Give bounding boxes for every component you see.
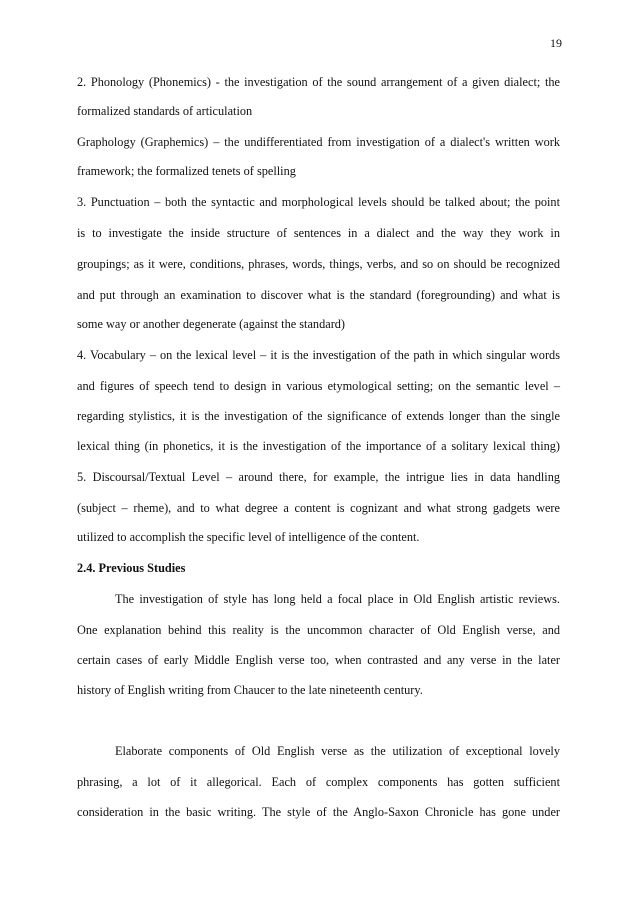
text-line: regarding stylistics, it is the investigation of the significance of extends longer than the single [77, 409, 560, 423]
paragraph-line: history of English writing from Chaucer to the late nineteenth century. [77, 683, 423, 697]
text-line: is to investigate the inside structure of sentences in a dialect and the way they work in [77, 226, 560, 240]
text-line: lexical thing (in phonetics, it is the investigation of the importance of a solitary lexical thing) [77, 439, 560, 453]
page-number: 19 [550, 36, 562, 50]
paragraph-line: consideration in the basic writing. The style of the Anglo-Saxon Chronicle has gone under [77, 805, 560, 819]
paragraph-line: certain cases of early Middle English verse too, when contrasted and any verse in the later [77, 653, 560, 667]
paragraph-line: One explanation behind this reality is the uncommon character of Old English verse, and [77, 623, 560, 637]
text-line: 4. Vocabulary – on the lexical level – it is the investigation of the path in which singular words [77, 348, 560, 362]
text-line: 3. Punctuation – both the syntactic and morphological levels should be talked about; the point [77, 195, 560, 209]
text-line: Graphology (Graphemics) – the undifferentiated from investigation of a dialect's written work [77, 135, 560, 149]
text-line: and put through an examination to discover what is the standard (foregrounding) and what is [77, 288, 560, 302]
text-line: 2. Phonology (Phonemics) - the investigation of the sound arrangement of a given dialect; the [77, 75, 560, 89]
section-heading: 2.4. Previous Studies [77, 561, 186, 575]
paragraph-line: Elaborate components of Old English verse as the utilization of exceptional lovely [115, 744, 560, 758]
text-line: formalized standards of articulation [77, 104, 253, 118]
text-line: framework; the formalized tenets of spelling [77, 164, 296, 178]
text-line: (subject – rheme), and to what degree a content is cognizant and what strong gadgets were [77, 501, 560, 515]
text-line: some way or another degenerate (against the standard) [77, 317, 346, 331]
text-line: groupings; as it were, conditions, phrases, words, things, verbs, and so on should be recognized [77, 257, 560, 271]
paragraph-line: The investigation of style has long held a focal place in Old English artistic reviews. [115, 592, 560, 606]
text-line: and figures of speech tend to design in various etymological setting; on the semantic level – [77, 379, 560, 393]
text-line: 5. Discoursal/Textual Level – around there, for example, the intrigue lies in data handling [77, 470, 560, 484]
text-line: utilized to accomplish the specific level of intelligence of the content. [77, 530, 420, 544]
paragraph-line: phrasing, a lot of it allegorical. Each of complex components has gotten sufficient [77, 775, 560, 789]
